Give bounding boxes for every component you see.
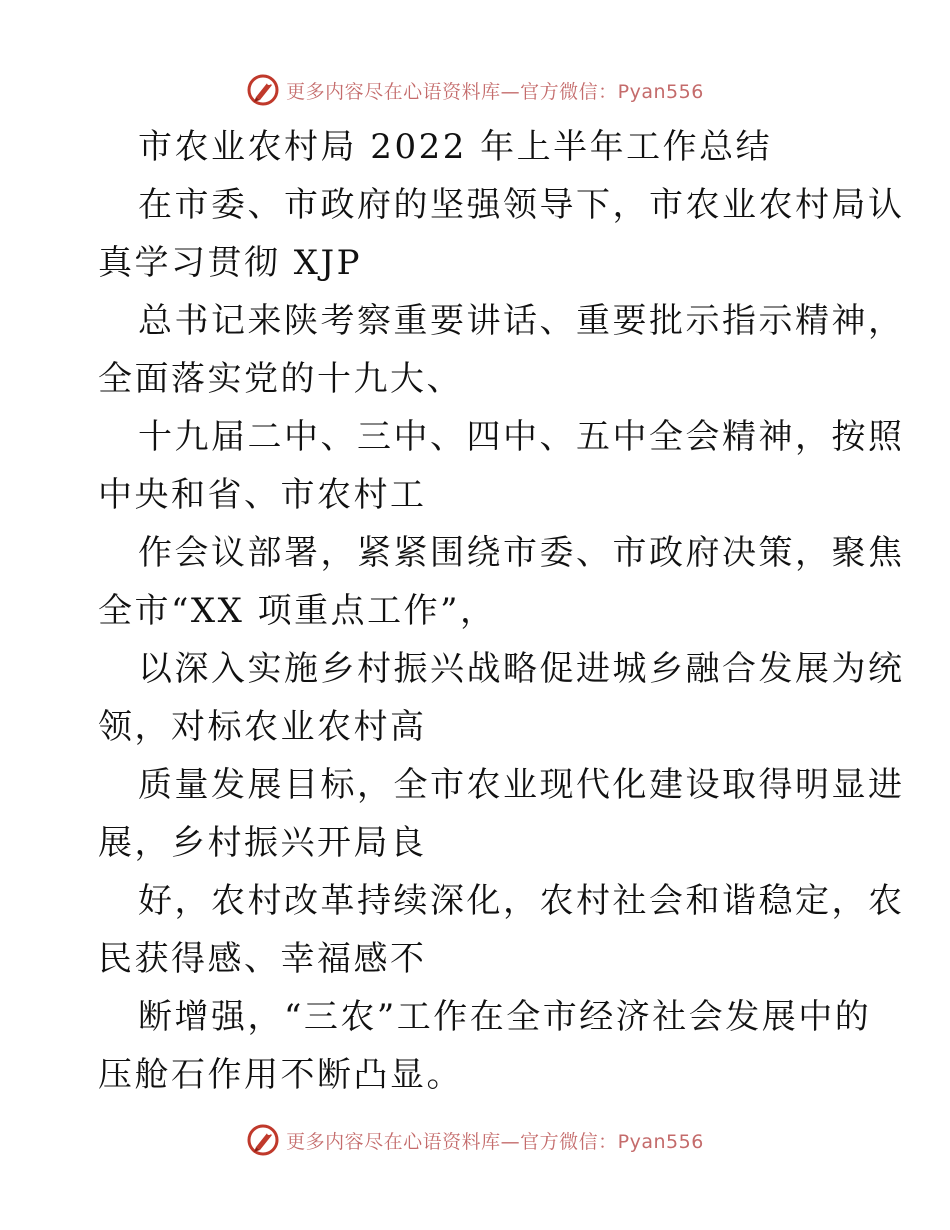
header-watermark-banner bbox=[0, 70, 950, 110]
text-line: 真学习贯彻 XJP bbox=[98, 243, 363, 283]
text-line: 展，乡村振兴开局良 bbox=[98, 823, 427, 863]
watermark-text: 更多内容尽在心语资料库—官方微信：Pyan556 bbox=[286, 80, 704, 103]
text-line: 以深入实施乡村振兴战略促进城乡融合发展为统 bbox=[138, 649, 905, 689]
text-line: 民获得感、幸福感不 bbox=[98, 939, 427, 979]
document-title: 市农业农村局 2022 年上半年工作总结 bbox=[138, 127, 773, 167]
text-line: 中央和省、市农村工 bbox=[98, 475, 427, 515]
pen-logo-icon bbox=[246, 1123, 280, 1157]
text-line: 总书记来陕考察重要讲话、重要批示指示精神， bbox=[138, 301, 905, 341]
pen-logo-icon bbox=[246, 73, 280, 107]
text-line: 压舱石作用不断凸显。 bbox=[98, 1055, 463, 1095]
text-line: 好，农村改革持续深化，农村社会和谐稳定，农 bbox=[138, 881, 905, 921]
watermark-text: 更多内容尽在心语资料库—官方微信：Pyan556 bbox=[286, 1130, 704, 1153]
document-body bbox=[98, 118, 905, 1104]
text-line: 断增强，“三农”工作在全市经济社会发展中的 bbox=[138, 997, 872, 1037]
text-line: 全面落实党的十九大、 bbox=[98, 359, 463, 399]
text-line: 作会议部署，紧紧围绕市委、市政府决策，聚焦 bbox=[138, 533, 905, 573]
text-line: 十九届二中、三中、四中、五中全会精神，按照 bbox=[138, 417, 905, 457]
text-line: 质量发展目标，全市农业现代化建设取得明显进 bbox=[138, 765, 905, 805]
text-line: 在市委、市政府的坚强领导下，市农业农村局认 bbox=[138, 185, 905, 225]
text-line: 领，对标农业农村高 bbox=[98, 707, 427, 747]
text-line: 全市“XX 项重点工作”， bbox=[98, 591, 497, 631]
footer-watermark-banner bbox=[0, 1120, 950, 1160]
